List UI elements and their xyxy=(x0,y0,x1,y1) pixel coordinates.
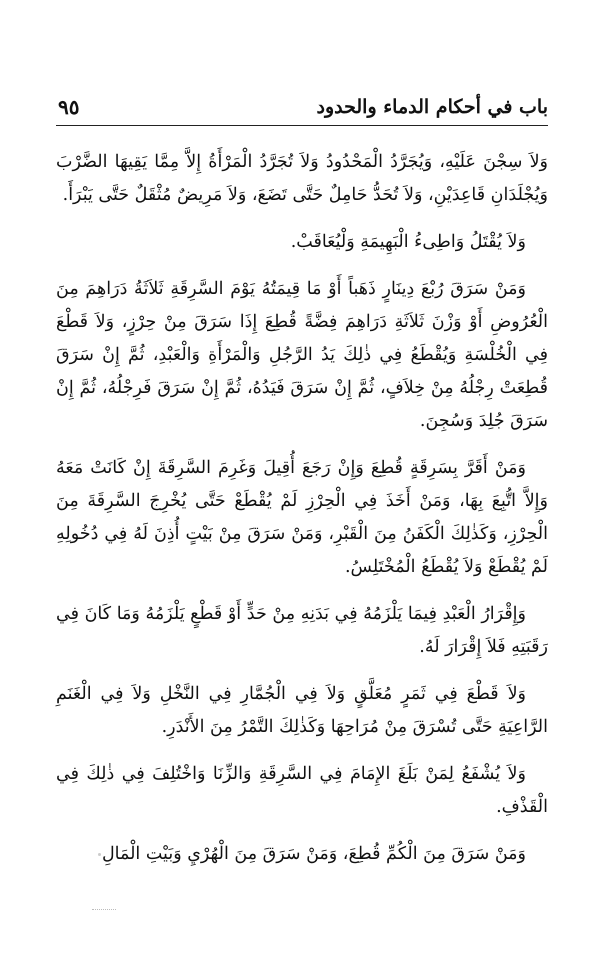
paragraph-1: وَلاَ سِجْنَ عَلَيْهِ، وَيُجَرَّدُ الْمَحْدُودُ وَلاَ تُجَرَّدُ الْمَرْأَةُ إِلاَّ مِمَّا يَقِيهَا الضَّرْبَ وَيُجْلَدَانِ قَاعِدَيْنِ، وَلاَ تُحَدُّ حَامِلٌ حَتَّى تَضَعَ، وَلاَ مَرِيضٌ مُثْقَلٌ حَتَّى يَبْرَأَ. xyxy=(56,152,548,205)
scan-mark xyxy=(92,909,116,916)
paragraph-7: وَلاَ يُشْفَعُ لِمَنْ بَلَغَ الإِمَامَ فِي السَّرِقَةِ وَالزِّنَا وَاخْتُلِفَ فِي ذٰلِكَ فِي الْقَذْفِ. xyxy=(56,764,548,817)
page-number: ٩٥ xyxy=(58,95,80,119)
paragraph-5: وَإِقْرَارُ الْعَبْدِ فِيمَا يَلْزَمُهُ فِي بَدَنِهِ مِنْ حَدٍّ أَوْ قَطْعٍ يَلْزَمُهُ وَمَا كَانَ فِي رَقَبَتِهِ فَلاَ إِقْرَارَ لَهُ. xyxy=(56,604,548,657)
body-text xyxy=(56,146,548,885)
paragraph-8: وَمَنْ سَرَقَ مِنَ الْكُمِّ قُطِعَ، وَمَنْ سَرَقَ مِنَ الْهُرْيِ وَبَيْتِ الْمَالِ xyxy=(101,844,526,864)
running-title: باب في أحكام الدماء والحدود xyxy=(316,96,548,118)
page-header xyxy=(56,92,548,126)
scan-speck xyxy=(98,853,101,856)
paragraph-2: وَلاَ يُقْتَلُ وَاطِىءُ الْبَهِيمَةِ وَلْيُعَاقَبْ. xyxy=(290,232,526,252)
paragraph-3: وَمَنْ سَرَقَ رُبْعَ دِينَارٍ ذَهَباً أَوْ مَا قِيمَتُهُ يَوْمَ السَّرِقَةِ ثَلاَثَةُ دَرَاهِمَ مِنَ الْعُرُوضِ أَوْ وَزْنَ ثَلاَثَةِ دَرَاهِمَ فِضَّةً قُطِعَ إِذَا سَرَقَ مِنْ حِرْزٍ، وَلاَ قَطْعَ فِي الْخُلْسَةِ وَيُقْطَعُ فِي ذٰلِكَ يَدُ الرَّجُلِ وَالْمَرْأَةِ وَالْعَبْدِ، ثُمَّ إِنْ سَرَقَ قُطِعَتْ رِجْلُهُ مِنْ خِلاَفٍ، ثُمَّ إِنْ سَرَقَ فَيَدُهُ، ثُمَّ إِنْ سَرَقَ فَرِجْلُهُ، ثُمَّ إِنْ سَرَقَ جُلِدَ وَسُجِنَ. xyxy=(56,279,548,431)
paragraph-4: وَمَنْ أَقَرَّ بِسَرِقَةٍ قُطِعَ وَإِنْ رَجَعَ أُقِيلَ وَغَرِمَ السَّرِقَةَ إِنْ كَانَتْ مَعَهُ وَإِلاَّ اتُّبِعَ بِهَا، وَمَنْ أَخَذَ فِي الْحِرْزِ لَمْ يُقْطَعْ حَتَّى يُخْرِجَ السَّرِقَةَ مِنَ الْحِرْزِ، وَكَذٰلِكَ الْكَفَنُ مِنَ الْقَبْرِ، وَمَنْ سَرَقَ مِنْ بَيْتٍ أُذِنَ لَهُ فِي دُخُولِهِ لَمْ يُقْطَعْ وَلاَ يُقْطَعُ الْمُخْتَلِسُ. xyxy=(56,458,548,577)
paragraph-6: وَلاَ قَطْعَ فِي ثَمَرٍ مُعَلَّقٍ وَلاَ فِي الْجُمَّارِ فِي النَّخْلِ وَلاَ فِي الْغَنَمِ الرَّاعِيَةِ حَتَّى تُسْرَقَ مِنْ مُرَاحِهَا وَكَذٰلِكَ التَّمْرُ مِنَ الأَنْدَرِ. xyxy=(56,684,548,737)
header-rule xyxy=(56,125,548,126)
